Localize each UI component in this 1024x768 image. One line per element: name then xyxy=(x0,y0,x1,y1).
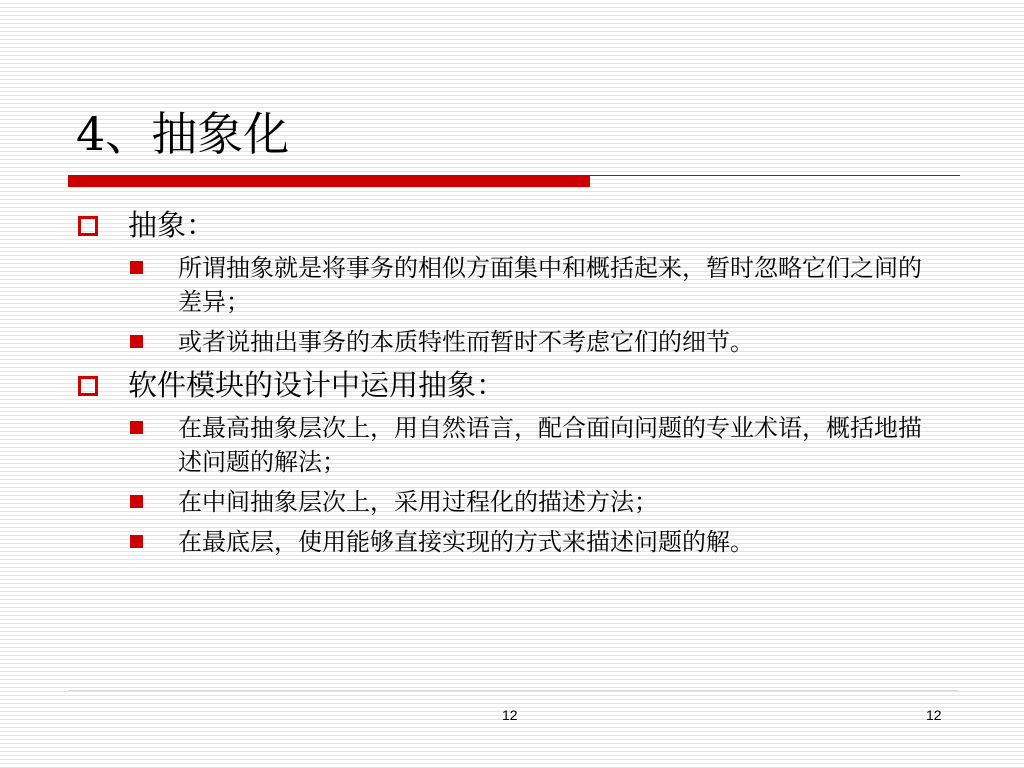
list-item-text: 在最高抽象层次上，用自然语言，配合面向问题的专业术语，概括地描述问题的解法； xyxy=(178,414,922,476)
section-heading: 抽象： xyxy=(128,208,216,242)
list-item-text: 在最底层，使用能够直接实现的方式来描述问题的解。 xyxy=(178,528,754,556)
filled-square-bullet-icon xyxy=(130,261,143,274)
hollow-square-bullet-icon xyxy=(78,376,98,396)
footer-divider xyxy=(68,690,958,691)
filled-square-bullet-icon xyxy=(130,335,143,348)
slide-content xyxy=(78,205,958,565)
filled-square-bullet-icon xyxy=(130,495,143,508)
title-rule-thick xyxy=(68,176,590,187)
list-item xyxy=(78,325,958,359)
footer-page-number-right: 12 xyxy=(926,707,942,723)
list-item xyxy=(78,411,958,479)
slide-title: 4、抽象化 xyxy=(76,107,290,161)
list-item-text: 所谓抽象就是将事务的相似方面集中和概括起来，暂时忽略它们之间的差异； xyxy=(178,254,922,316)
list-item xyxy=(78,251,958,319)
hollow-square-bullet-icon xyxy=(78,216,98,236)
section-abstraction xyxy=(78,205,958,245)
list-item-text: 在中间抽象层次上，采用过程化的描述方法； xyxy=(178,488,658,516)
footer-page-number-center: 12 xyxy=(502,707,518,723)
list-item-text: 或者说抽出事务的本质特性而暂时不考虑它们的细节。 xyxy=(178,328,754,356)
filled-square-bullet-icon xyxy=(130,535,143,548)
section-heading: 软件模块的设计中运用抽象： xyxy=(128,368,506,402)
section-module-design xyxy=(78,365,958,405)
filled-square-bullet-icon xyxy=(130,421,143,434)
list-item xyxy=(78,525,958,559)
list-item xyxy=(78,485,958,519)
